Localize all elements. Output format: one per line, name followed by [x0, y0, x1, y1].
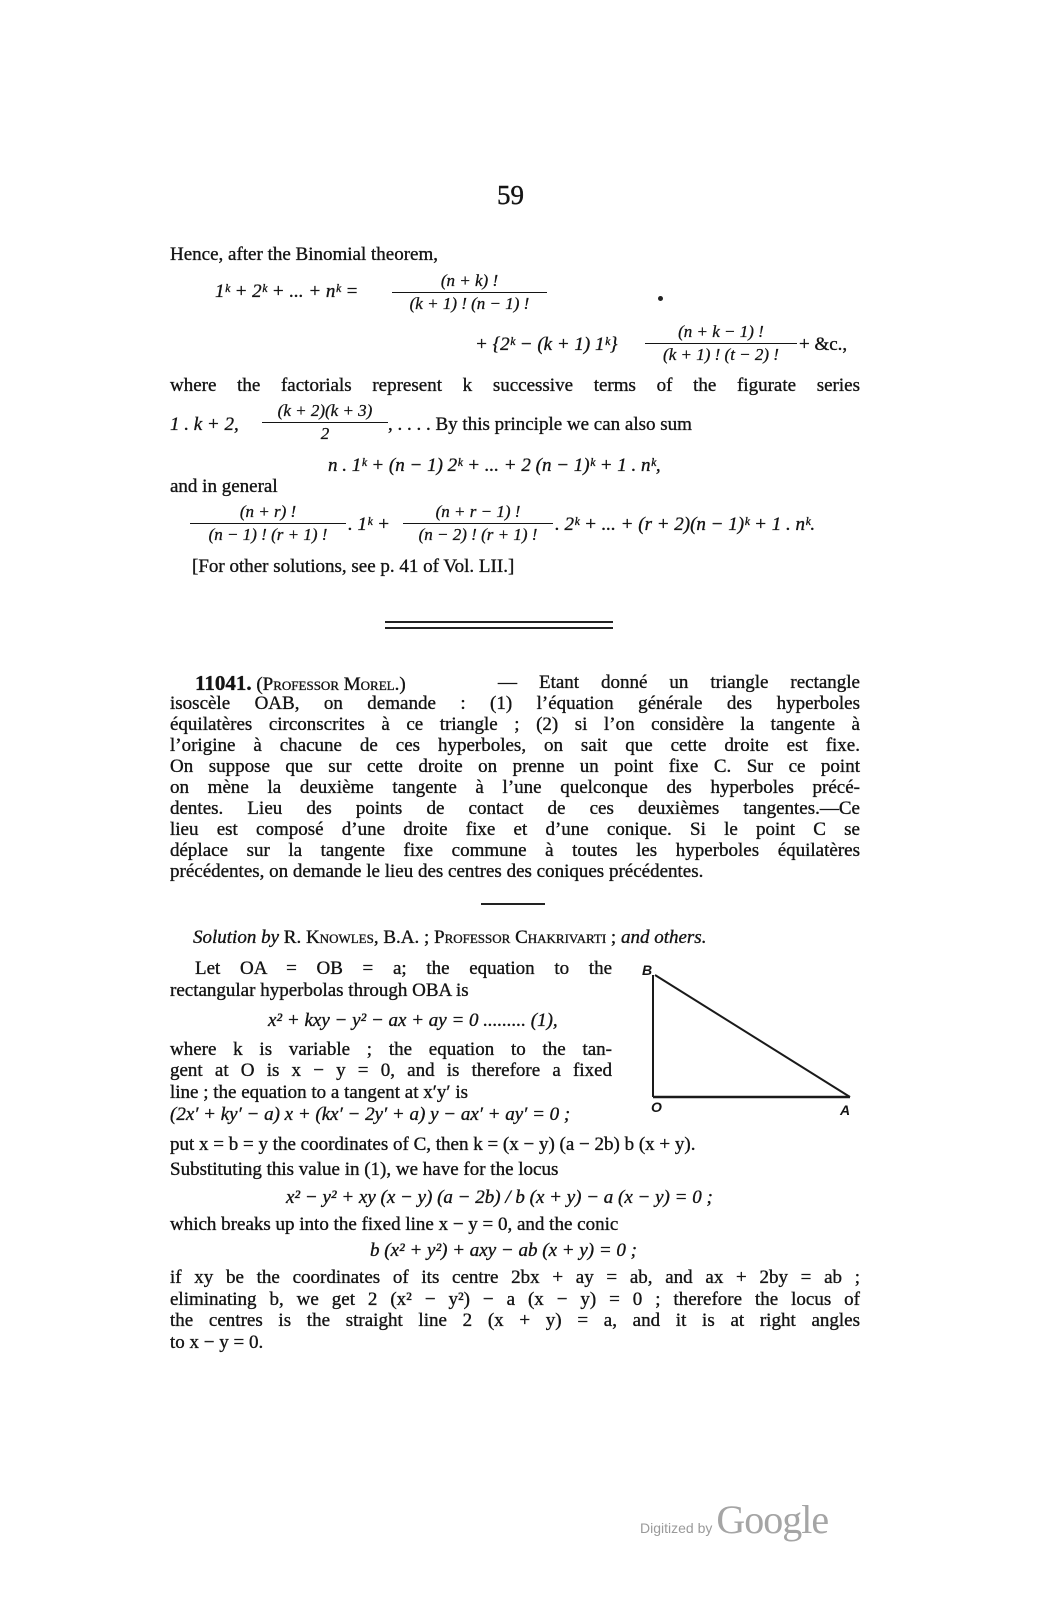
solution-line: put x = b = y the coordinates of C, then k = (x − y) (a − 2b) b (x + y).: [170, 1134, 696, 1155]
problem-line: — Etant donné un triangle rectangle: [498, 672, 860, 693]
solution-line: which breaks up into the fixed line x − y = 0, and the conic: [170, 1214, 619, 1235]
problem-line: lieu est composé d’une droite fixe et d’une conique. Si le point C se: [170, 819, 860, 840]
general-fraction-2: [403, 502, 553, 545]
eq2-denominator: (k + 1) ! (t − 2) !: [663, 345, 779, 364]
eq2-lhs: + {2ᵏ − (k + 1) 1ᵏ}: [475, 334, 618, 355]
triangle-diagram: [630, 955, 870, 1125]
general-denominator-1: (n − 1) ! (r + 1) !: [208, 525, 328, 544]
general-text: and in general: [170, 476, 278, 497]
series-numerator: (k + 2)(k + 3): [277, 401, 373, 420]
problem-line: déplace sur la tangente fixe commune à toutes les hyperboles équilatères: [170, 840, 860, 861]
eq1-fraction: [392, 271, 547, 314]
solution-line: gent at O is x − y = 0, and is therefore a fixed: [170, 1060, 612, 1081]
conic-equation: b (x² + y²) + axy − ab (x + y) = 0 ;: [370, 1240, 637, 1261]
eq2-numerator: (n + k − 1) !: [678, 322, 764, 341]
label-b: B: [642, 962, 653, 978]
eq1-numerator: (n + k) !: [440, 271, 499, 290]
problem-author: (Professor Morel.): [256, 674, 406, 695]
series-end: , . . . . By this principle we can also sum: [388, 414, 692, 435]
eq2-fraction: [645, 322, 797, 365]
where-line: where the factorials represent k successive terms of the figurate series: [170, 375, 860, 396]
problem-line: équilatères circonscrites à ce triangle ; (2) si l’on considère la tangente à: [170, 714, 860, 735]
solution-line: line ; the equation to a tangent at x′y′ is: [170, 1082, 468, 1103]
general-end: . 2ᵏ + ... + (r + 2)(n − 1)ᵏ + 1 . nᵏ.: [555, 514, 816, 535]
label-a: A: [840, 1102, 851, 1118]
series-denominator: 2: [320, 424, 330, 443]
general-denominator-2: (n − 2) ! (r + 1) !: [418, 525, 538, 544]
solution-line: the centres is the straight line 2 (x + y) = a, and it is at right angles: [170, 1310, 860, 1331]
solution-by: Solution by: [193, 927, 280, 948]
solution-line: to x − y = 0.: [170, 1332, 264, 1353]
solution-line: if xy be the coordinates of its centre 2bx + ay = ab, and ax + 2by = ab ;: [170, 1267, 860, 1288]
problem-number: 11041.: [195, 671, 252, 695]
fraction-bar: [262, 422, 388, 423]
fraction-bar: [403, 523, 553, 524]
eq1-denominator: (k + 1) ! (n − 1) !: [409, 294, 530, 313]
side-ab: [655, 975, 850, 1097]
solution-others: and others.: [620, 927, 707, 948]
general-mid: . 1ᵏ +: [348, 514, 390, 535]
problem-line: l’origine à chacune de ces hyperboles, on sait que cette droite est fixe.: [170, 735, 860, 756]
digitized-label: Digitized by: [640, 1520, 713, 1536]
digitized-by-google-watermark: [640, 1496, 828, 1543]
eq2-rhs: + &c.,: [799, 334, 848, 355]
general-numerator-2: (n + r − 1) !: [435, 502, 521, 521]
solution-heading: [193, 927, 706, 949]
double-rule-bottom: [385, 627, 613, 629]
problem-line: isoscèle OAB, on demande : (1) l’équation générale des hyperboles: [170, 693, 860, 714]
label-o: O: [651, 1099, 662, 1115]
sum-expression: n . 1ᵏ + (n − 1) 2ᵏ + ... + 2 (n − 1)ᵏ + 1 . nᵏ,: [328, 455, 661, 476]
series-start: 1 . k + 2,: [170, 414, 239, 435]
solution-line: Let OA = OB = a; the equation to the: [195, 958, 612, 979]
general-numerator-1: (n + r) !: [239, 502, 297, 521]
solution-line: rectangular hyperbolas through OBA is: [170, 980, 469, 1001]
solution-line: eliminating b, we get 2 (x² − y²) − a (x − y) = 0 ; therefore the locus of: [170, 1289, 860, 1310]
series-fraction: [262, 401, 388, 444]
solution-line: Substituting this value in (1), we have for the locus: [170, 1159, 559, 1180]
double-rule-top: [385, 621, 613, 623]
fraction-bar: [190, 523, 346, 524]
other-solutions-note: [For other solutions, see p. 41 of Vol. LII.]: [192, 556, 515, 577]
problem-line: on mène la deuxième tangente à l’une quelconque des hyperboles précé-: [170, 777, 860, 798]
general-fraction-1: [190, 502, 346, 545]
google-logo: Google: [716, 1497, 829, 1542]
fraction-bar: [392, 292, 547, 293]
intro-text: Hence, after the Binomial theorem,: [170, 244, 439, 265]
problem-line: précédentes, on demande le lieu des centres des coniques précédentes.: [170, 861, 704, 882]
eq1-lhs: 1ᵏ + 2ᵏ + ... + nᵏ =: [215, 281, 359, 302]
solution-authors: R. Knowles, B.A. ; Professor Chakrivarti ;: [283, 927, 617, 948]
problem-line: On suppose que sur cette droite on prenne un point fixe C. Sur ce point: [170, 756, 860, 777]
problem-line: dentes. Lieu des points de contact de ces deuxièmes tangentes.—Ce: [170, 798, 860, 819]
page-number: 59: [497, 180, 524, 210]
fraction-bar: [645, 343, 797, 344]
equation-1: x² + kxy − y² − ax + ay = 0 ......... (1),: [268, 1010, 558, 1031]
short-rule: [481, 903, 545, 905]
solution-line: where k is variable ; the equation to the tan-: [170, 1039, 612, 1060]
locus-equation: x² − y² + xy (x − y) (a − 2b) / b (x + y) − a (x − y) = 0 ;: [286, 1187, 713, 1208]
tangent-equation: (2x′ + ky′ − a) x + (kx′ − 2y′ + a) y − ax′ + ay′ = 0 ;: [170, 1104, 571, 1125]
stray-dot: [658, 296, 663, 301]
